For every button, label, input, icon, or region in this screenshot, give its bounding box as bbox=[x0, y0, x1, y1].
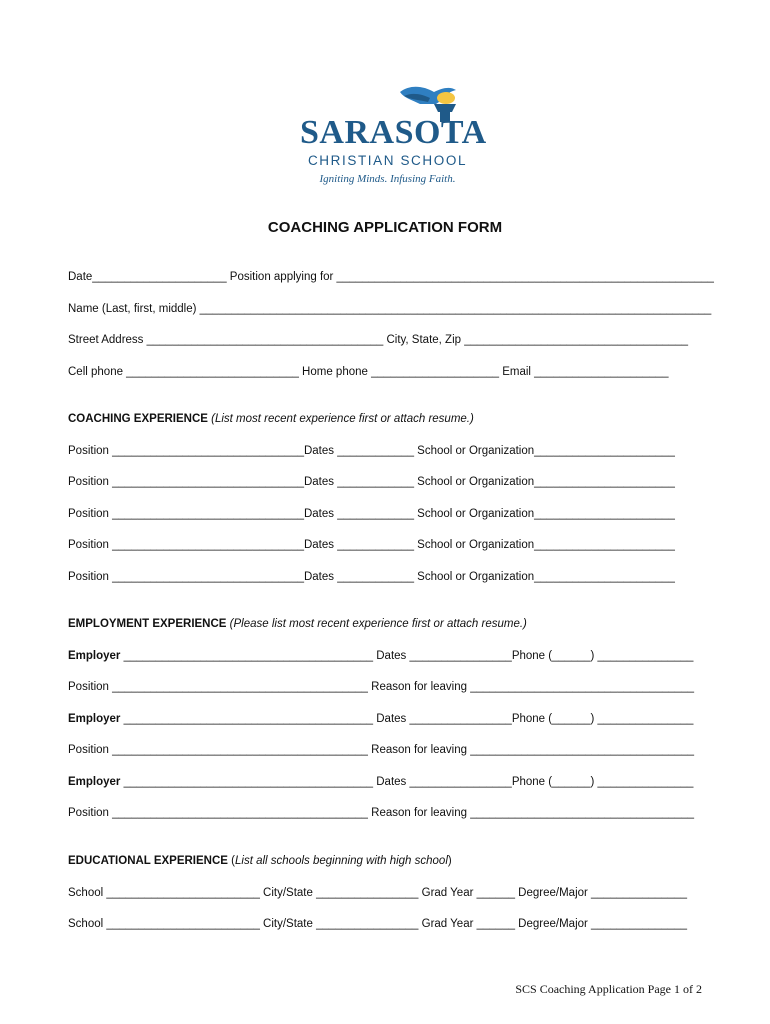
education-note-close: ) bbox=[447, 855, 452, 867]
address-field[interactable]: Street Address _____________________________________ City, State, Zip ___________________________________ bbox=[68, 334, 689, 346]
employer-fields[interactable]: _______________________________________ Dates ________________Phone (______) _______________ bbox=[120, 713, 694, 725]
education-row[interactable]: School ________________________ City/State ________________ Grad Year ______ Degree/Major _______________ bbox=[68, 918, 687, 930]
employment-position-row[interactable]: Position ________________________________________ Reason for leaving ___________________________________ bbox=[68, 744, 695, 756]
employer-fields[interactable]: _______________________________________ Dates ________________Phone (______) _______________ bbox=[120, 650, 694, 662]
coaching-row[interactable]: Position ______________________________Dates ____________ School or Organization______________________ bbox=[68, 571, 675, 583]
page-footer: SCS Coaching Application Page 1 of 2 bbox=[515, 982, 702, 996]
education-heading bbox=[68, 854, 452, 868]
education-heading-note: List all schools beginning with high school bbox=[235, 855, 448, 867]
employment-position-row[interactable]: Position ________________________________________ Reason for leaving ___________________________________ bbox=[68, 807, 695, 819]
coaching-row[interactable]: Position ______________________________Dates ____________ School or Organization______________________ bbox=[68, 445, 675, 457]
education-note-open: ( bbox=[227, 855, 235, 867]
date-position-field[interactable]: Date_____________________ Position applying for ___________________________________________________________ bbox=[68, 271, 714, 283]
employment-position-row[interactable]: Position ________________________________________ Reason for leaving ___________________________________ bbox=[68, 681, 695, 693]
employer-label: Employer bbox=[68, 776, 121, 788]
coaching-row[interactable]: Position ______________________________Dates ____________ School or Organization______________________ bbox=[68, 508, 675, 520]
logo-wordmark: SARASOTA bbox=[300, 114, 487, 151]
employer-fields[interactable]: _______________________________________ Dates ________________Phone (______) _______________ bbox=[120, 776, 694, 788]
coaching-row[interactable]: Position ______________________________Dates ____________ School or Organization______________________ bbox=[68, 539, 675, 551]
coaching-heading bbox=[68, 412, 474, 426]
form-title: COACHING APPLICATION FORM bbox=[267, 219, 503, 236]
name-field[interactable]: Name (Last, first, middle) ________________________________________________________________________________ bbox=[68, 303, 712, 315]
employment-heading bbox=[68, 617, 527, 631]
coaching-heading-note: (List most recent experience first or attach resume.) bbox=[211, 413, 474, 425]
employer-row[interactable] bbox=[68, 649, 693, 663]
phone-email-field[interactable]: Cell phone ___________________________ Home phone ____________________ Email _____________________ bbox=[68, 366, 669, 378]
education-heading-label: EDUCATIONAL EXPERIENCE bbox=[68, 855, 228, 867]
employment-heading-note: (Please list most recent experience first or attach resume.) bbox=[229, 618, 527, 630]
employer-row[interactable] bbox=[68, 712, 693, 726]
logo-tagline: Igniting Minds. Infusing Faith. bbox=[319, 173, 456, 185]
coaching-heading-label: COACHING EXPERIENCE bbox=[68, 413, 208, 425]
employer-label: Employer bbox=[68, 713, 121, 725]
education-row[interactable]: School ________________________ City/State ________________ Grad Year ______ Degree/Major _______________ bbox=[68, 887, 687, 899]
logo-subname: CHRISTIAN SCHOOL bbox=[307, 153, 468, 168]
coaching-row[interactable]: Position ______________________________Dates ____________ School or Organization______________________ bbox=[68, 476, 675, 488]
school-logo bbox=[300, 82, 487, 192]
employment-heading-label: EMPLOYMENT EXPERIENCE bbox=[68, 618, 227, 630]
employer-label: Employer bbox=[68, 650, 121, 662]
employer-row[interactable] bbox=[68, 775, 693, 789]
